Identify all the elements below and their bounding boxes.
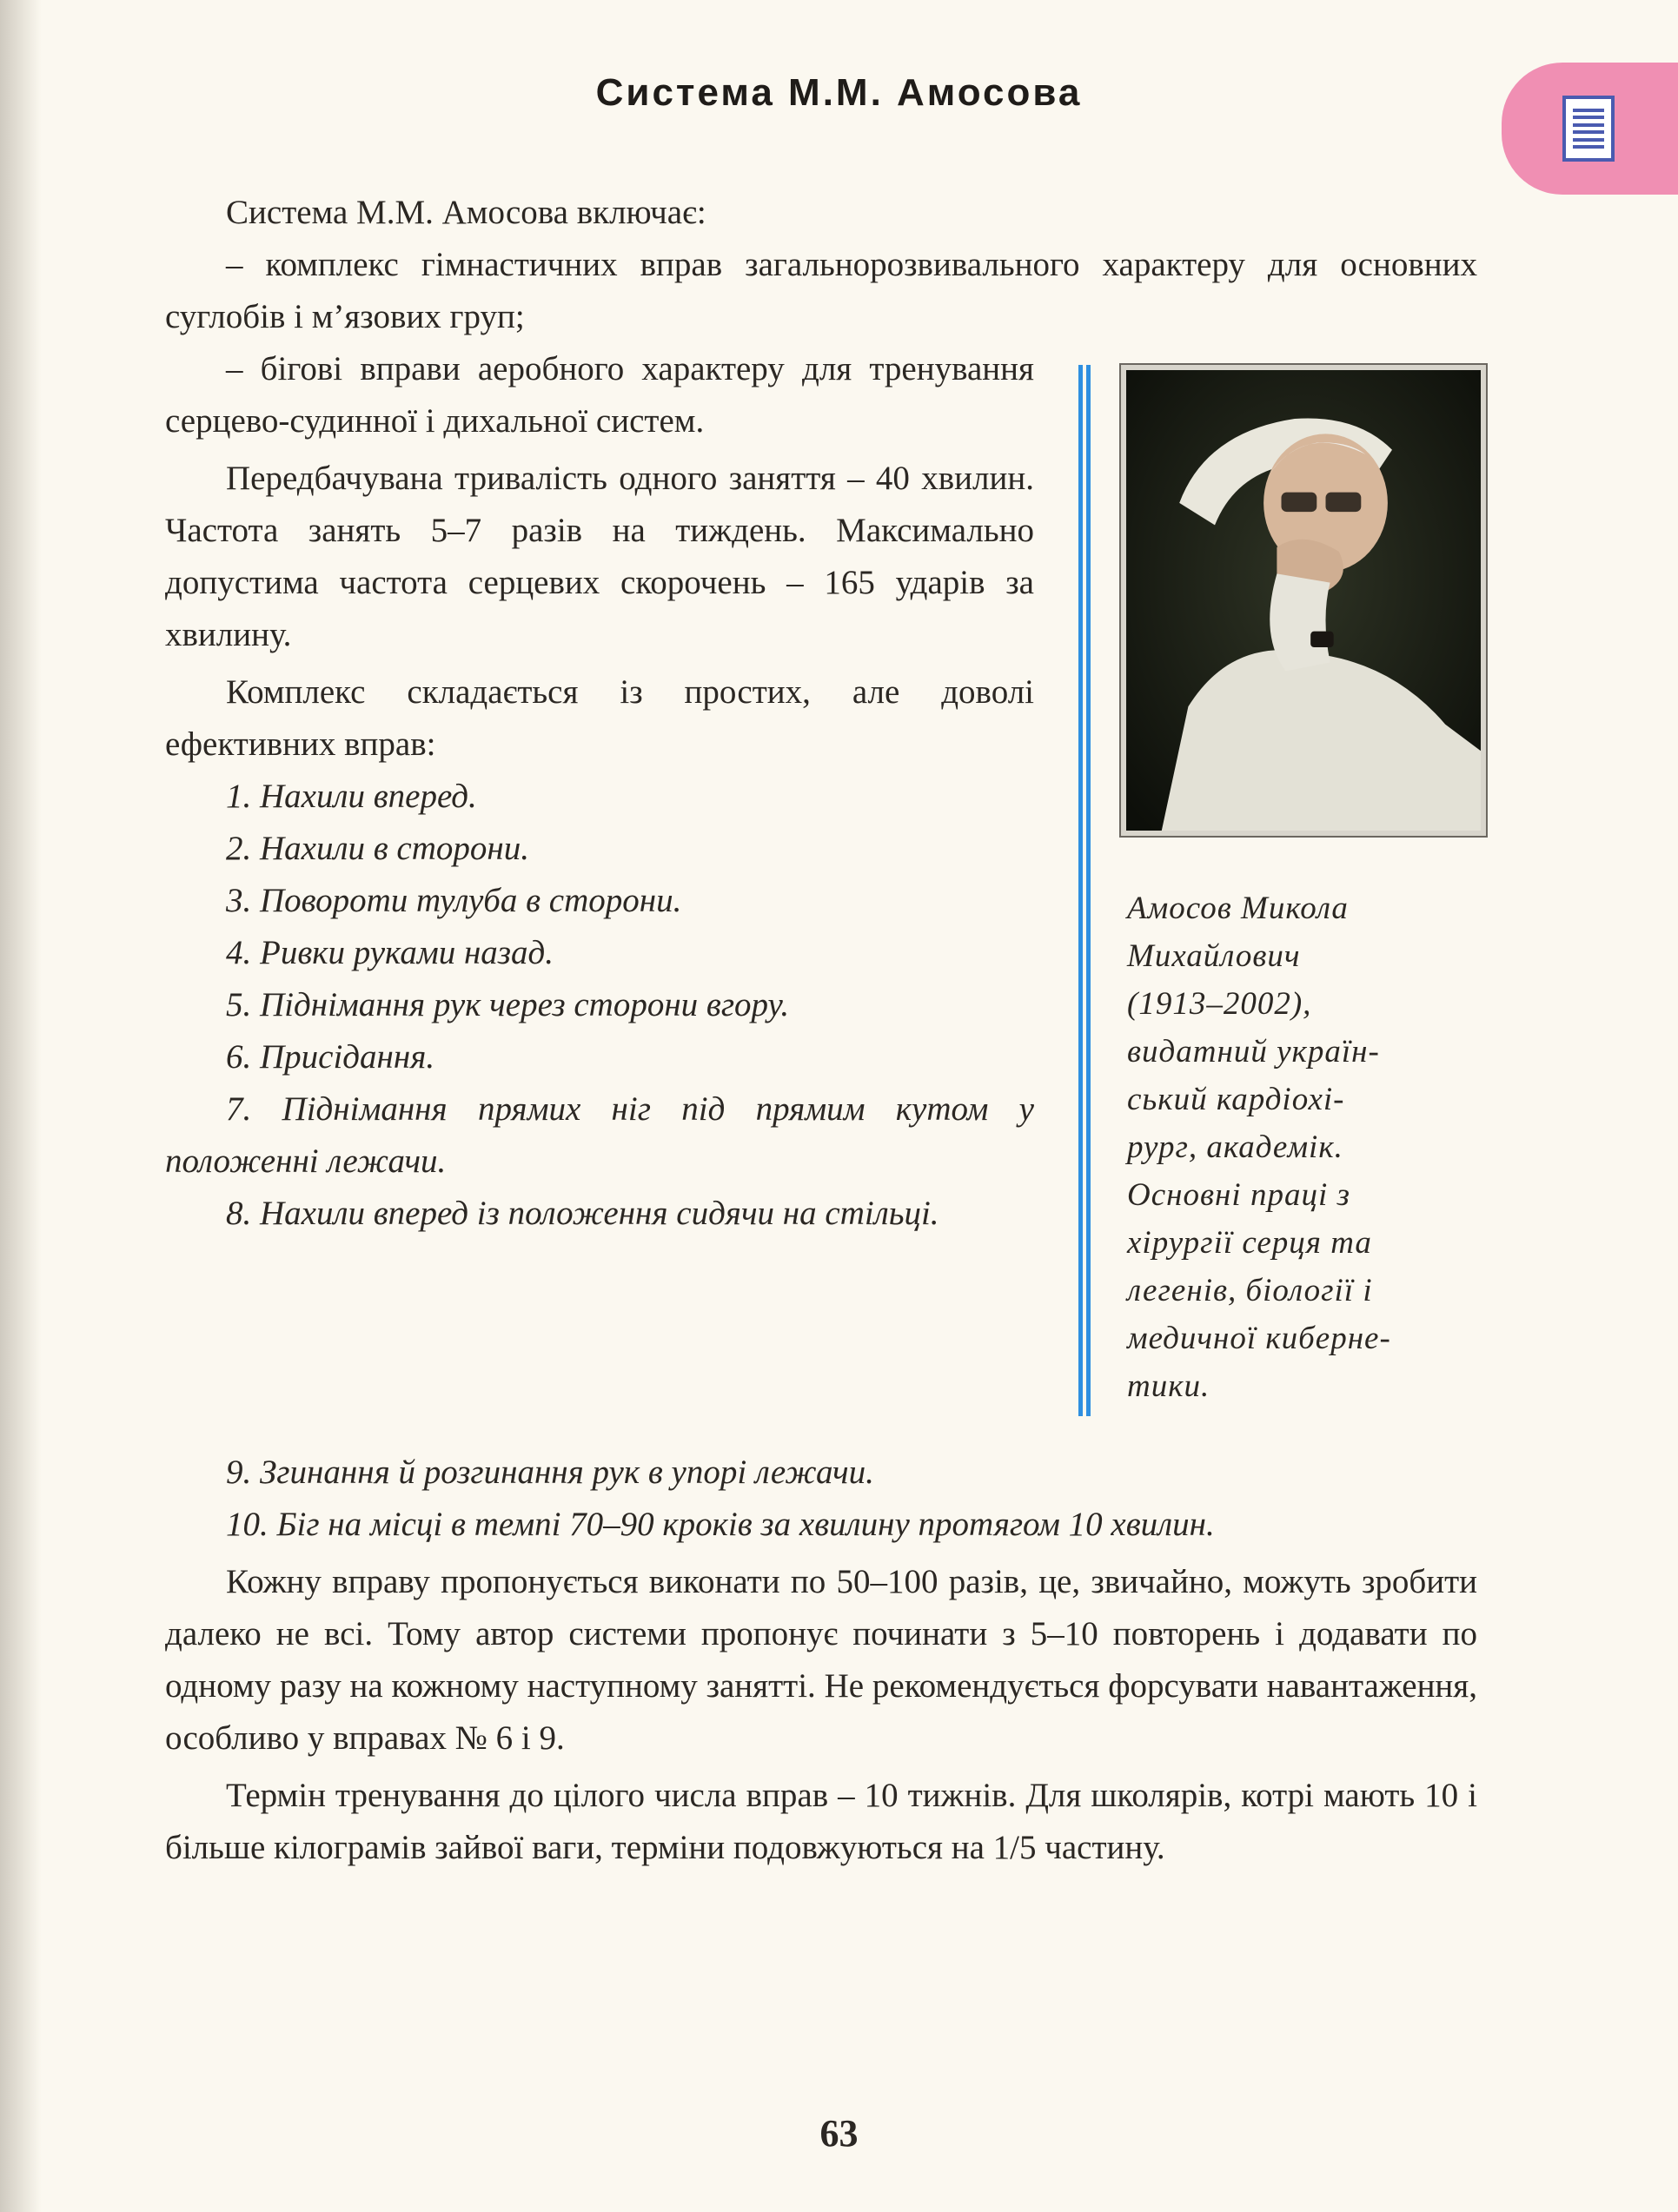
training-term-paragraph: Термін тренування до цілого числа вправ – 10 тижнів. Для школярів, котрі мають 10 і більше кілограмів зайвої ваги, терміни подовжуються на 1/5 частину. [165, 1777, 1477, 1866]
portrait-photo [1119, 363, 1488, 838]
exercise-item: 6. Присідання. [226, 1038, 435, 1076]
sidebar-rule [1078, 365, 1091, 1416]
intro-block [165, 187, 1477, 343]
caption-line: видатний україн- [1127, 1034, 1380, 1070]
left-column [165, 343, 1034, 1240]
caption-line: ський кардіохі- [1127, 1082, 1345, 1117]
complex-intro-paragraph: Комплекс складається із простих, але доволі ефективних вправ: [165, 673, 1034, 763]
caption-line: хірургії серця та [1127, 1225, 1372, 1261]
caption-line: Амосов Микола [1127, 891, 1349, 926]
caption-line: медичної киберне- [1127, 1321, 1391, 1356]
exercise-item: 10. Біг на місці в темпі 70–90 кроків за хвилину протягом 10 хвилин. [226, 1506, 1215, 1543]
bottom-block [165, 1447, 1477, 1874]
portrait-image [1126, 370, 1481, 831]
page-spine-shadow [0, 0, 42, 2212]
page-number: 63 [819, 2112, 859, 2155]
exercise-item: 2. Нахили в сторони. [226, 830, 529, 867]
exercise-item: 5. Піднімання рук через сторони вгору. [226, 986, 790, 1023]
caption-line: Основні праці з [1127, 1177, 1350, 1213]
caption-line: легенів, біології і [1127, 1273, 1373, 1308]
caption-line: (1913–2002), [1127, 986, 1312, 1022]
intro-item-running: – бігові вправи аеробного характеру для тренування серцево-судинної і дихальної систем. [165, 350, 1034, 440]
caption-line: тики. [1127, 1368, 1210, 1404]
exercise-item: 4. Ривки руками назад. [226, 934, 554, 971]
exercise-item: 8. Нахили вперед із положення сидячи на стільці. [226, 1195, 939, 1232]
page-title: Система М.М. Амосова [595, 71, 1083, 114]
exercise-item: 9. Згинання й розгинання рук в упорі лежачи. [226, 1454, 874, 1491]
caption-line: Михайлович [1127, 938, 1301, 974]
duration-paragraph: Передбачувана тривалість одного заняття – 40 хвилин. Частота занять 5–7 разів на тиждень. Максимально допустима частота серцевих скорочень – 165 ударів за хвилину. [165, 460, 1034, 653]
exercise-item: 3. Повороти тулуба в сторони. [226, 882, 682, 919]
exercise-item: 1. Нахили вперед. [226, 778, 477, 815]
intro-item-gymnastics: – комплекс гімнастичних вправ загальнорозвивального характеру для основних суглобів і м’язових груп; [165, 246, 1477, 335]
intro-lead: Система М.М. Амосова включає: [226, 194, 706, 231]
repetitions-paragraph: Кожну вправу пропонується виконати по 50–100 разів, це, звичайно, можуть зробити далеко не всі. Тому автор системи пропонує починати з 5–10 повторень і додавати по одному разу на кожному наступному занятті. Не рекомендується форсувати навантаження, особливо у вправах № 6 і 9. [165, 1563, 1477, 1757]
caption-line: рург, академік. [1127, 1129, 1343, 1165]
exercise-item: 7. Піднімання прямих ніг під прямим кутом у положенні лежачи. [165, 1090, 1034, 1180]
photo-caption [1127, 884, 1492, 1410]
